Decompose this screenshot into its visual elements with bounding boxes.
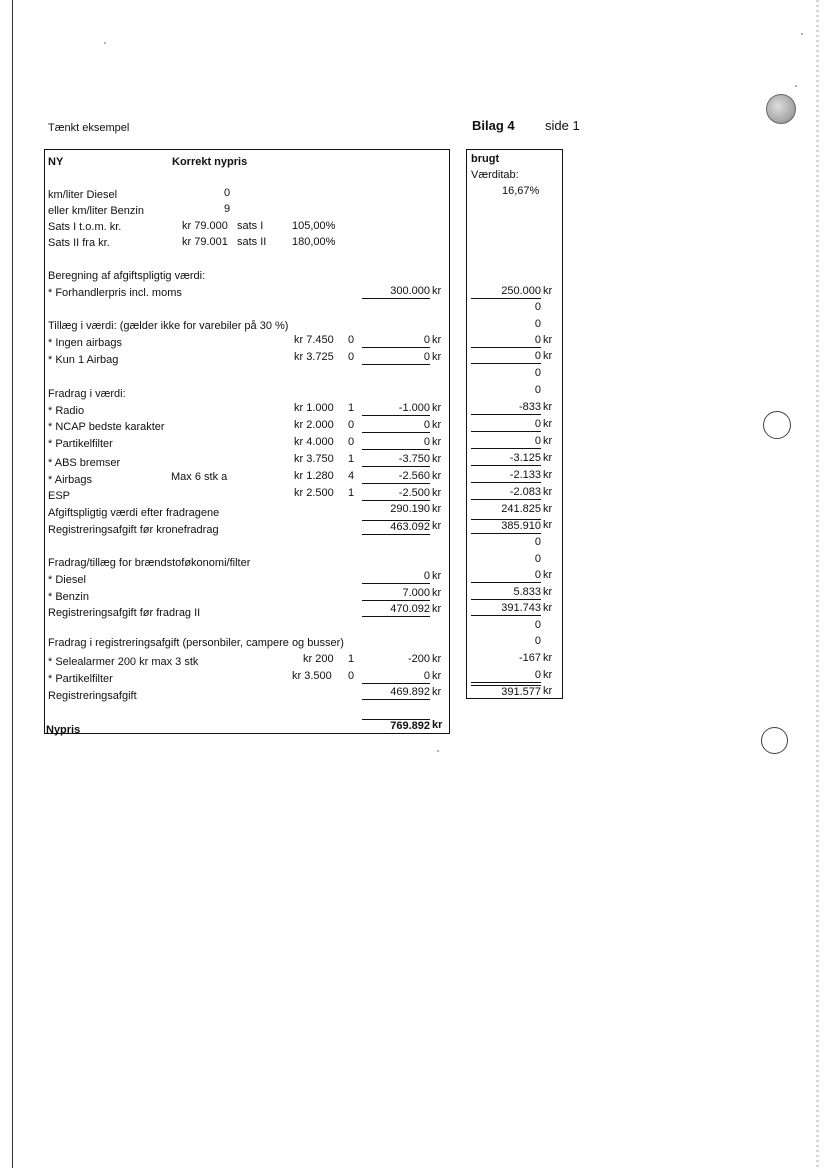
row-value: 0: [362, 436, 430, 450]
row-value: 300.000: [362, 285, 430, 299]
row-rate: kr 2.500: [294, 487, 334, 499]
row-qty: 4: [348, 470, 355, 482]
brugt-value: 0: [534, 553, 541, 565]
row-qty: 1: [348, 653, 355, 665]
section-heading: Beregning af afgiftspligtig værdi:: [48, 270, 206, 282]
currency-label: kr: [432, 334, 442, 346]
row-label: * Selealarmer 200 kr max 3 stk: [48, 656, 199, 668]
row-label: * NCAP bedste karakter: [48, 421, 165, 433]
row-rate: kr 3.725: [294, 351, 334, 363]
currency-label: kr: [543, 602, 553, 614]
currency-label: kr: [543, 334, 553, 346]
row-value: 0: [362, 351, 430, 365]
currency-label: kr: [543, 285, 553, 297]
row-value: -2.560: [362, 470, 430, 484]
row-rate: kr 4.000: [294, 436, 334, 448]
row-label: Registreringsafgift før kronefradrag: [48, 524, 219, 536]
row-rate: kr 2.000: [294, 419, 334, 431]
row-value: 0: [362, 570, 430, 584]
param-value: 0: [224, 187, 231, 199]
row-qty: 1: [348, 453, 355, 465]
ny-heading: NY: [48, 156, 64, 168]
row-value: -2.500: [362, 487, 430, 501]
row-rate: kr 3.750: [294, 453, 334, 465]
param-sats: sats II: [237, 236, 267, 248]
row-label: * Radio: [48, 405, 85, 417]
brugt-value: 5.833: [471, 586, 541, 600]
currency-label: kr: [432, 719, 443, 731]
param-percent: 105,00%: [292, 220, 336, 232]
page-number: side 1: [545, 118, 580, 133]
row-label: * ABS bremser: [48, 457, 121, 469]
brugt-value: 250.000: [471, 285, 541, 299]
param-label: Sats I t.o.m. kr.: [48, 221, 122, 233]
korrekt-nypris-heading: Korrekt nypris: [172, 156, 248, 168]
brugt-value: 0: [471, 418, 541, 432]
currency-label: kr: [432, 419, 442, 431]
row-rate: kr 200: [303, 653, 334, 665]
param-value: 9: [224, 203, 231, 215]
currency-label: kr: [432, 520, 442, 532]
brugt-heading: brugt: [471, 153, 500, 165]
param-label: Sats II fra kr.: [48, 237, 110, 249]
brugt-value: 0: [534, 619, 541, 631]
currency-label: kr: [543, 685, 553, 697]
row-label: ESP: [48, 490, 71, 502]
currency-label: kr: [432, 285, 442, 297]
row-label: * Partikelfilter: [48, 673, 113, 685]
brugt-value: 0: [534, 301, 541, 313]
currency-label: kr: [543, 652, 553, 664]
brugt-value: 0: [534, 367, 541, 379]
currency-label: kr: [543, 350, 553, 362]
row-label: Registreringsafgift før fradrag II: [48, 607, 201, 619]
row-label: Afgiftspligtig værdi efter fradragene: [48, 507, 220, 519]
brugt-value: -833: [471, 401, 541, 415]
row-value: -200: [407, 653, 430, 665]
row-qty: 0: [348, 419, 355, 431]
row-label: * Partikelfilter: [48, 438, 113, 450]
currency-label: kr: [543, 503, 553, 515]
brugt-value: 391.577: [471, 685, 541, 699]
brugt-value: -2.133: [471, 469, 541, 483]
brugt-value: 0: [471, 435, 541, 449]
currency-label: kr: [432, 670, 442, 682]
row-rate: kr 7.450: [294, 334, 334, 346]
currency-label: kr: [432, 686, 442, 698]
row-value: 7.000: [362, 587, 430, 601]
currency-label: kr: [543, 519, 553, 531]
bilag-label: Bilag 4: [472, 118, 515, 133]
row-value: 0: [362, 419, 430, 433]
document-title: Tænkt eksempel: [48, 122, 130, 134]
currency-label: kr: [432, 453, 442, 465]
currency-label: kr: [543, 401, 553, 413]
row-label: * Airbags: [48, 474, 93, 486]
section-heading: Fradrag i registreringsafgift (personbiler, campere og busser): [48, 637, 344, 649]
row-value: 463.092: [362, 520, 430, 535]
brugt-value: 0: [471, 334, 541, 348]
brugt-value: 391.743: [471, 602, 541, 616]
currency-label: kr: [432, 436, 442, 448]
brugt-value: 0: [471, 350, 541, 364]
row-label: * Benzin: [48, 591, 89, 603]
row-rate: kr 3.500: [292, 670, 332, 682]
currency-label: kr: [432, 587, 442, 599]
currency-label: kr: [432, 487, 442, 499]
param-percent: 180,00%: [292, 236, 336, 248]
nypris-label: Nypris: [46, 724, 81, 736]
brugt-value: -3.125: [471, 452, 541, 466]
currency-label: kr: [543, 435, 553, 447]
row-qty: 0: [348, 670, 355, 682]
row-rate: kr 1.280: [294, 470, 334, 482]
section-heading: Fradrag/tillæg for brændstoføkonomi/filter: [48, 557, 251, 569]
brugt-value: 0: [471, 569, 541, 583]
currency-label: kr: [432, 503, 442, 515]
brugt-value: 385.910: [471, 519, 541, 534]
row-label: * Ingen airbags: [48, 337, 122, 349]
right-scan-edge: [816, 0, 819, 1168]
currency-label: kr: [543, 469, 553, 481]
row-rate: kr 1.000: [294, 402, 334, 414]
left-binding-rule: [12, 0, 13, 1168]
row-label: * Kun 1 Airbag: [48, 354, 119, 366]
currency-label: kr: [432, 570, 442, 582]
brugt-value: 0: [534, 635, 541, 647]
row-value: 469.892: [362, 686, 430, 700]
currency-label: kr: [543, 452, 553, 464]
punch-hole-top-icon: [766, 94, 796, 124]
currency-label: kr: [543, 486, 553, 498]
punch-hole-middle-icon: [763, 411, 791, 439]
section-heading: Tillæg i værdi: (gælder ikke for varebiler på 30 %): [48, 320, 289, 332]
vaerditab-value: 16,67%: [502, 185, 540, 197]
section-heading: Fradrag i værdi:: [48, 388, 126, 400]
currency-label: kr: [543, 586, 553, 598]
row-value: 470.092: [362, 603, 430, 617]
row-qty: 0: [348, 334, 355, 346]
param-amount: kr 79.000: [182, 220, 228, 232]
currency-label: kr: [432, 402, 442, 414]
brugt-value: 0: [534, 384, 541, 396]
currency-label: kr: [432, 470, 442, 482]
currency-label: kr: [432, 351, 442, 363]
row-label: * Forhandlerpris incl. moms: [48, 287, 182, 299]
row-qty: 0: [348, 351, 355, 363]
nypris-value: 769.892: [362, 719, 430, 733]
brugt-value: 241.825: [501, 503, 541, 515]
brugt-value: -2.083: [471, 486, 541, 500]
param-label: km/liter Diesel: [48, 189, 118, 201]
param-label: eller km/liter Benzin: [48, 205, 144, 217]
row-label: * Diesel: [48, 574, 86, 586]
currency-label: kr: [432, 603, 442, 615]
currency-label: kr: [543, 669, 553, 681]
currency-label: kr: [543, 418, 553, 430]
currency-label: kr: [432, 653, 442, 665]
row-value: -3.750: [362, 453, 430, 467]
brugt-value: 0: [534, 318, 541, 330]
currency-label: kr: [543, 569, 553, 581]
param-amount: kr 79.001: [182, 236, 228, 248]
row-qty: 1: [348, 402, 355, 414]
row-qty: 0: [348, 436, 355, 448]
row-label: Registreringsafgift: [48, 690, 137, 702]
row-value: -1.000: [362, 402, 430, 416]
row-value: 0: [362, 334, 430, 348]
row-value: 0: [362, 670, 430, 684]
row-qty: 1: [348, 487, 355, 499]
brugt-value: 0: [471, 669, 541, 683]
brugt-value: -167: [518, 652, 541, 664]
punch-hole-lower-icon: [761, 727, 788, 754]
brugt-value: 0: [534, 536, 541, 548]
vaerditab-label: Værditab:: [471, 169, 519, 181]
param-sats: sats I: [237, 220, 264, 232]
row-value: 290.190: [390, 503, 430, 515]
row-note: Max 6 stk a: [171, 471, 228, 483]
